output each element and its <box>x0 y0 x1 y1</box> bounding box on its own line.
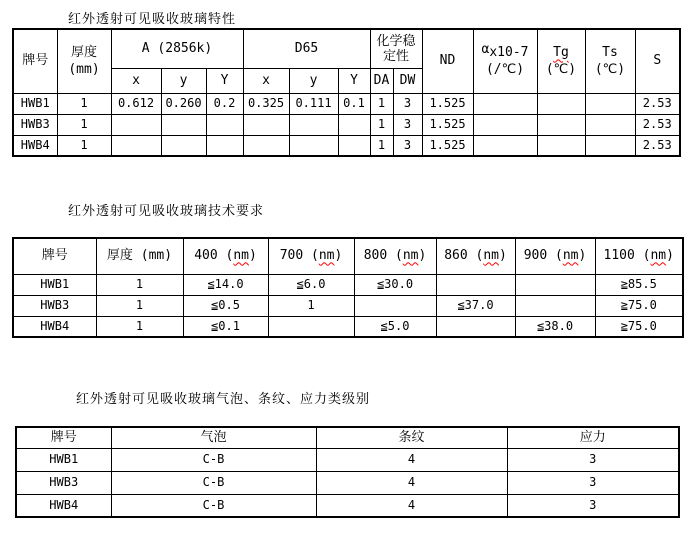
cell-d65-Y: 0.1 <box>338 93 370 114</box>
subcol-a-x: x <box>111 68 161 93</box>
cell-d65-y <box>289 114 338 135</box>
cell-thickness: 1 <box>96 316 183 337</box>
cell-900nm <box>515 274 595 295</box>
cell-brand: HWB3 <box>16 471 111 494</box>
table-row <box>13 316 683 337</box>
cell-700nm: ≦6.0 <box>268 274 354 295</box>
cell-860nm <box>436 274 515 295</box>
cell-800nm: ≦30.0 <box>354 274 436 295</box>
table-row <box>13 274 683 295</box>
col-header-1100nm: 1100 (nm) <box>595 238 683 274</box>
cell-stress: 3 <box>507 448 679 471</box>
col-header-s: S <box>635 29 680 93</box>
cell-nd: 1.525 <box>422 114 473 135</box>
col-group-a2856k: A (2856k) <box>111 29 243 68</box>
requirements-table <box>12 237 684 338</box>
cell-a-y: 0.260 <box>161 93 206 114</box>
table-row <box>13 295 683 316</box>
col-header-stress: 应力 <box>507 427 679 448</box>
cell-stria: 4 <box>316 448 507 471</box>
col-header-thickness <box>57 29 111 93</box>
col-header-900nm: 900 (nm) <box>515 238 595 274</box>
cell-alpha <box>473 135 537 156</box>
alpha-unit: (/℃) <box>485 62 525 78</box>
col-header-thickness: 厚度 (mm) <box>96 238 183 274</box>
cell-tg <box>537 114 585 135</box>
thickness-unit: (mm) <box>68 62 100 78</box>
cell-400nm: ≦0.1 <box>183 316 268 337</box>
cell-da: 1 <box>370 93 393 114</box>
cell-d65-y: 0.111 <box>289 93 338 114</box>
cell-d65-y <box>289 135 338 156</box>
cell-700nm <box>268 316 354 337</box>
cell-thickness: 1 <box>57 135 111 156</box>
cell-tg <box>537 93 585 114</box>
cell-860nm: ≦37.0 <box>436 295 515 316</box>
col-group-d65: D65 <box>243 29 370 68</box>
ts-label: Ts <box>602 45 618 61</box>
cell-a-y <box>161 114 206 135</box>
col-header-nd: ND <box>422 29 473 93</box>
cell-d65-Y <box>338 135 370 156</box>
cell-s: 2.53 <box>635 93 680 114</box>
col-header-tg <box>537 29 585 93</box>
cell-dw: 3 <box>393 135 422 156</box>
cell-brand: HWB3 <box>13 114 57 135</box>
cell-d65-x <box>243 135 289 156</box>
cell-s: 2.53 <box>635 114 680 135</box>
cell-1100nm: ≧85.5 <box>595 274 683 295</box>
cell-stria: 4 <box>316 471 507 494</box>
alpha-power: x10-7 <box>489 45 529 61</box>
col-header-brand: 牌号 <box>16 427 111 448</box>
cell-da: 1 <box>370 135 393 156</box>
cell-400nm: ≦0.5 <box>183 295 268 316</box>
col-header-400nm: 400 (nm) <box>183 238 268 274</box>
cell-a-Y: 0.2 <box>206 93 243 114</box>
cell-a-Y <box>206 114 243 135</box>
ts-unit: (℃) <box>594 62 626 78</box>
chemical-stability-line1: 化学稳 <box>376 33 416 49</box>
cell-nd: 1.525 <box>422 135 473 156</box>
cell-800nm: ≦5.0 <box>354 316 436 337</box>
cell-brand: HWB1 <box>13 93 57 114</box>
col-header-800nm: 800 (nm) <box>354 238 436 274</box>
col-group-chemical-stability <box>370 29 422 68</box>
cell-alpha <box>473 114 537 135</box>
cell-860nm <box>436 316 515 337</box>
thickness-label: 厚度 <box>70 45 97 61</box>
cell-d65-x: 0.325 <box>243 93 289 114</box>
cell-700nm: 1 <box>268 295 354 316</box>
col-header-brand: 牌号 <box>13 238 96 274</box>
cell-stress: 3 <box>507 494 679 517</box>
defects-table-title: 红外透射可见吸收玻璃气泡、条纹、应力类级别 <box>76 392 371 407</box>
subcol-a-y: y <box>161 68 206 93</box>
cell-nd: 1.525 <box>422 93 473 114</box>
cell-brand: HWB1 <box>13 274 96 295</box>
cell-brand: HWB3 <box>13 295 96 316</box>
subcol-da: DA <box>370 68 393 93</box>
col-header-ts <box>585 29 635 93</box>
cell-900nm <box>515 295 595 316</box>
col-header-860nm: 860 (nm) <box>436 238 515 274</box>
requirements-table-title: 红外透射可见吸收玻璃技术要求 <box>68 204 265 219</box>
cell-1100nm: ≧75.0 <box>595 316 683 337</box>
col-header-brand: 牌号 <box>13 29 57 93</box>
chemical-stability-line2: 定性 <box>382 48 409 64</box>
table-header-row <box>13 238 683 274</box>
table-row <box>16 494 679 517</box>
cell-thickness: 1 <box>96 274 183 295</box>
cell-brand: HWB4 <box>13 316 96 337</box>
cell-brand: HWB1 <box>16 448 111 471</box>
cell-brand: HWB4 <box>16 494 111 517</box>
subcol-d65-x: x <box>243 68 289 93</box>
table-row <box>13 93 680 114</box>
cell-a-y <box>161 135 206 156</box>
cell-s: 2.53 <box>635 135 680 156</box>
cell-stress: 3 <box>507 471 679 494</box>
cell-dw: 3 <box>393 93 422 114</box>
cell-900nm: ≦38.0 <box>515 316 595 337</box>
col-header-stria: 条纹 <box>316 427 507 448</box>
table-row <box>16 471 679 494</box>
cell-brand: HWB4 <box>13 135 57 156</box>
subcol-dw: DW <box>393 68 422 93</box>
alpha-symbol: α <box>481 42 490 58</box>
col-header-alpha-coefficient <box>473 29 537 93</box>
table-row <box>16 448 679 471</box>
cell-bubble: C-B <box>111 494 316 517</box>
cell-800nm <box>354 295 436 316</box>
cell-d65-x <box>243 114 289 135</box>
cell-stria: 4 <box>316 494 507 517</box>
alpha-line <box>474 44 537 61</box>
cell-thickness: 1 <box>96 295 183 316</box>
cell-ts <box>585 93 635 114</box>
cell-400nm: ≦14.0 <box>183 274 268 295</box>
tg-label: Tg <box>553 45 569 61</box>
col-header-700nm: 700 (nm) <box>268 238 354 274</box>
cell-da: 1 <box>370 114 393 135</box>
table-header-row <box>16 427 679 448</box>
cell-bubble: C-B <box>111 471 316 494</box>
cell-a-x: 0.612 <box>111 93 161 114</box>
cell-ts <box>585 114 635 135</box>
cell-d65-Y <box>338 114 370 135</box>
table-row <box>13 114 680 135</box>
cell-dw: 3 <box>393 114 422 135</box>
properties-table <box>12 28 681 157</box>
cell-thickness: 1 <box>57 93 111 114</box>
tg-unit: (℃) <box>545 62 577 78</box>
cell-alpha <box>473 93 537 114</box>
subcol-d65-Y: Y <box>338 68 370 93</box>
cell-bubble: C-B <box>111 448 316 471</box>
cell-tg <box>537 135 585 156</box>
cell-a-x <box>111 114 161 135</box>
cell-a-Y <box>206 135 243 156</box>
table-header-row <box>13 29 680 68</box>
col-header-bubble: 气泡 <box>111 427 316 448</box>
cell-thickness: 1 <box>57 114 111 135</box>
cell-ts <box>585 135 635 156</box>
properties-table-title: 红外透射可见吸收玻璃特性 <box>68 12 237 27</box>
table-row <box>13 135 680 156</box>
cell-a-x <box>111 135 161 156</box>
subcol-a-Y: Y <box>206 68 243 93</box>
defects-table <box>15 426 680 518</box>
cell-1100nm: ≧75.0 <box>595 295 683 316</box>
subcol-d65-y: y <box>289 68 338 93</box>
